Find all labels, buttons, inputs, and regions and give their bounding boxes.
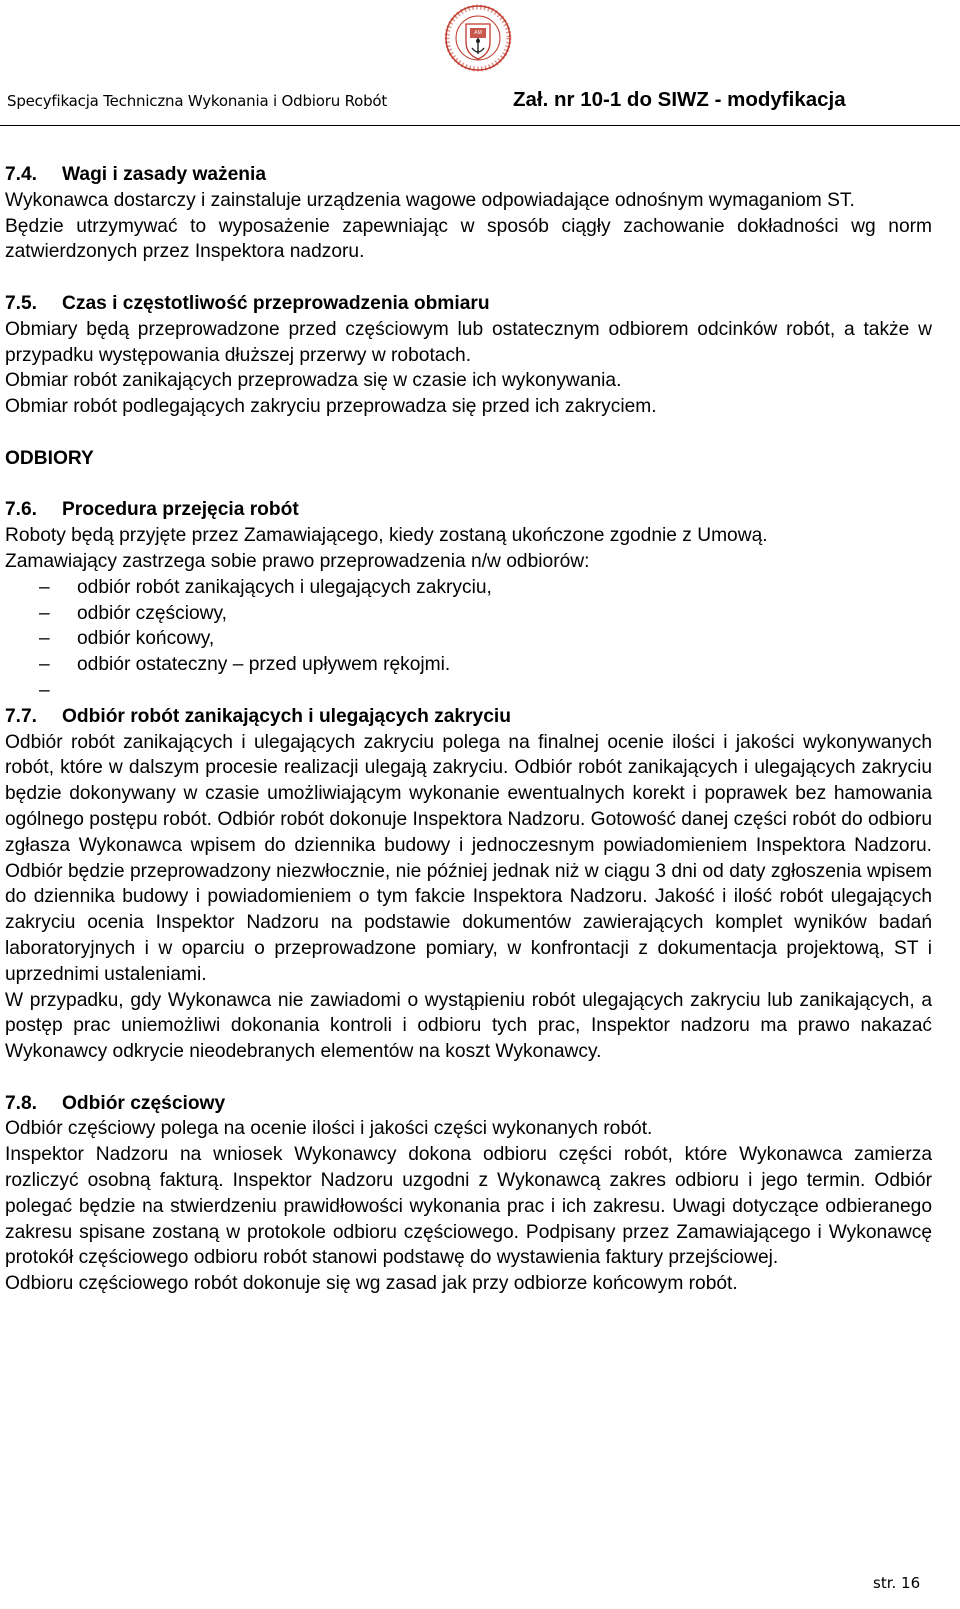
dash-bullet: – (39, 654, 50, 676)
svg-text:AM: AM (474, 30, 482, 36)
document-title: Specyfikacja Techniczna Wykonania i Odbioru Robót (7, 92, 388, 110)
list-item: – odbiór końcowy, (5, 626, 932, 652)
section-7-6-paragraph-1: Roboty będą przyjęte przez Zamawiającego, kiedy zostaną ukończone zgodnie z Umową. (5, 525, 768, 547)
section-7-4-paragraph-2: Będzie utrzymywać to wyposażenie zapewniając w sposób ciągły zachowanie dokładności wg norm zatwierdzonych przez Inspektora nadzoru. (5, 215, 932, 263)
list-item-empty (5, 678, 932, 704)
section-7-8-paragraph-1: Odbiór częściowy polega na ocenie ilości i jakości części wykonanych robót. (5, 1118, 653, 1140)
section-7-8-paragraph-2: Inspektor Nadzoru na wniosek Wykonawcy dokona odbioru części robót, które Wykonawca zamierza rozliczyć osobną fakturą. Inspektor Nadzoru uzgodni z Wykonawcą zakres odbioru i jego termin. Odbiór polegać będzie na stwierdzeniu prawidłowości wykonania prac i ich zakresu. Uwagi dotyczące odbieranego zakresu spisane zostaną w protokole odbioru częściowego. Podpisany przez Zamawiającego i Wykonawcę protokół częściowego odbioru robót stanowi podstawę do wystawienia faktury przejściowej. (5, 1144, 932, 1269)
page-number: str. 16 (873, 1574, 921, 1592)
academy-seal-logo (444, 4, 512, 72)
header-divider (0, 125, 960, 126)
section-7-5-paragraph-3: Obmiar robót podlegających zakryciu przeprowadza się przed ich zakryciem. (5, 396, 657, 418)
section-7-7-paragraph-1: Odbiór robót zanikających i ulegających zakryciu polega na finalnej ocenie ilości i jakości wykonywanych robót, które w dalszym procesie realizacji ulegają zakryciu. Odbiór robót zanikających i ulegających zakryciu będzie dokonywany w czasie umożliwiającym wykonanie ewentualnych korekt i poprawek bez hamowania ogólnego postępu robót. Odbiór robót dokonuje Inspektora Nadzoru. Gotowość danej części robót do odbioru zgłasza Wykonawca wpisem do dziennika budowy i jednoczesnym powiadomieniem Inspektora Nadzoru. Odbiór będzie przeprowadzony niezwłocznie, nie później jednak niż w ciągu 3 dni od daty zgłoszenia wpisem do dziennika budowy i powiadomieniem o tym fakcie Inspektora Nadzoru. Jakość i ilość robót ulegających zakryciu ocenia Inspektor Nadzoru na podstawie dokumentów zawierających komplet wyników badań laboratoryjnych i w oparciu o przeprowadzone pomiary, w konfrontacji z dokumentacja projektową, ST i uprzednimi ustaleniami. (5, 731, 932, 985)
dash-bullet: – (39, 628, 50, 650)
section-7-6-heading: 7.6. Procedura przejęcia robót (5, 499, 299, 521)
dash-bullet: – (39, 679, 50, 701)
attachment-label: Zał. nr 10-1 do SIWZ - modyfikacja (513, 88, 846, 111)
list-item: – odbiór robót zanikających i ulegających zakryciu, (5, 575, 932, 601)
section-7-8-paragraph-3: Odbioru częściowego robót dokonuje się wg zasad jak przy odbiorze końcowym robót. (5, 1273, 738, 1295)
dash-bullet: – (39, 602, 50, 624)
section-7-4-heading: 7.4. Wagi i zasady ważenia (5, 164, 267, 185)
section-7-7-heading: 7.7. Odbiór robót zanikających i ulegających zakryciu (5, 705, 511, 727)
dash-bullet: – (39, 576, 50, 598)
list-item: – odbiór ostateczny – przed upływem rękojmi. (5, 652, 932, 678)
section-7-5-paragraph-1: Obmiary będą przeprowadzone przed częściowym lub ostatecznym odbiorem odcinków robót, a także w przypadku występowania dłuższej przerwy w robotach. (5, 318, 932, 366)
odbiory-heading: ODBIORY (5, 447, 94, 469)
section-7-4-paragraph-1: Wykonawca dostarczy i zainstaluje urządzenia wagowe odpowiadające odnośnym wymaganiom ST. (5, 189, 855, 211)
section-7-5-paragraph-2: Obmiar robót zanikających przeprowadza się w czasie ich wykonywania. (5, 370, 622, 392)
list-item: – odbiór częściowy, (5, 601, 932, 627)
section-7-6-paragraph-2: Zamawiający zastrzega sobie prawo przeprowadzenia n/w odbiorów: (5, 550, 590, 572)
section-7-5-heading: 7.5. Czas i częstotliwość przeprowadzenia obmiaru (5, 292, 490, 314)
document-body (5, 162, 932, 1297)
section-7-7-paragraph-2: W przypadku, gdy Wykonawca nie zawiadomi o wystąpieniu robót ulegających zakryciu lub zanikających, a postęp prac uniemożliwi dokonania kontroli i odbioru tych prac, Inspektor nadzoru ma prawo nakazać Wykonawcy odkrycie nieodebranych elementów na koszt Wykonawcy. (5, 989, 932, 1063)
section-7-8-heading: 7.8. Odbiór częściowy (5, 1092, 226, 1114)
